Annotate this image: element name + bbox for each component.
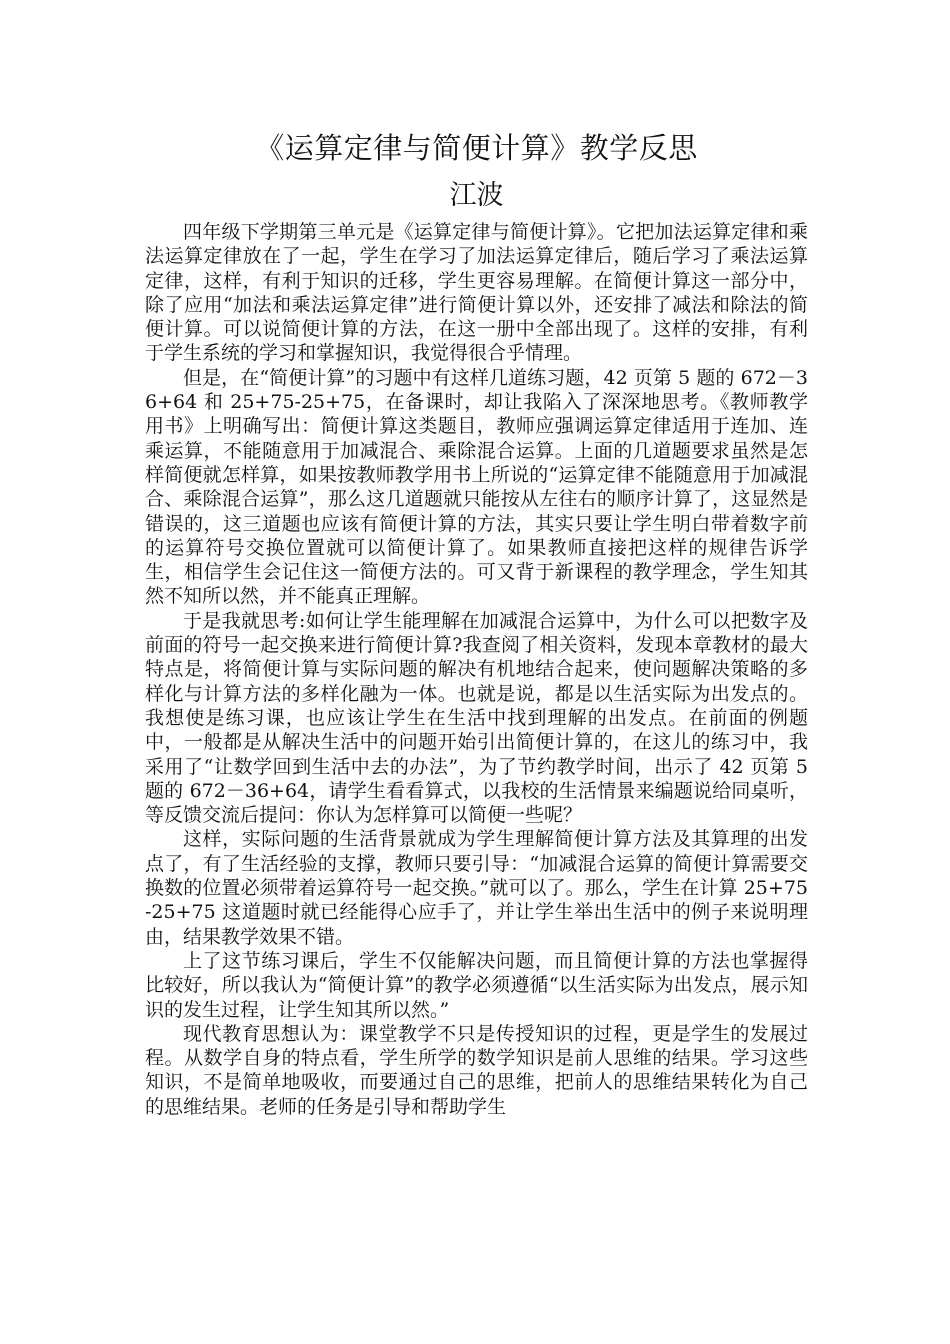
document-page: [145, 128, 808, 1119]
document-title: 《运算定律与简便计算》教学反思: [255, 131, 698, 165]
document-author: 江波: [449, 180, 504, 211]
paragraph-4: 这样，实际问题的生活背景就成为学生理解简便计算方法及其算理的出发点了，有了生活经验的支撑，教师只要引导：“加减混合运算的简便计算需要交换数的位置必须带着运算符号一起交换。”就可以了。那么，学生在计算 25+75-25+75 这道题时就已经能得心应手了，并让学生举出生活中的例子来说明理由，结果教学效果不错。: [145, 828, 808, 948]
paragraph-6: 现代教育思想认为：课堂教学不只是传授知识的过程，更是学生的发展过程。从数学自身的特点看，学生所学的数学知识是前人思维的结果。学习这些知识，不是简单地吸收，而要通过自己的思维，把前人的思维结果转化为自己的思维结果。老师的任务是引导和帮助学生: [145, 1022, 808, 1118]
paragraph-5: 上了这节练习课后，学生不仅能解决问题，而且简便计算的方法也掌握得比较好，所以我认为“简便计算”的教学必须遵循“以生活实际为出发点，展示知识的发生过程，让学生知其所以然。”: [145, 949, 808, 1021]
paragraph-2: 但是，在“简便计算”的习题中有这样几道练习题，42 页第 5 题的 672－36+64 和 25+75-25+75，在备课时，却让我陷入了深深地思考。《教师教学用书》上明确写出：简便计算这类题目，教师应强调运算定律适用于连加、连乘运算，不能随意用于加减混合、乘除混合运算。上面的几道题要求虽然是怎样简便就怎样算，如果按教师教学用书上所说的“运算定律不能随意用于加减混合、乘除混合运算”，那么这几道题就只能按从左往右的顺序计算了，这显然是错误的，这三道题也应该有简便计算的方法，其实只要让学生明白带着数字前的运算符号交换位置就可以简便计算了。如果教师直接把这样的规律告诉学生，相信学生会记住这一简便方法的。可又背于新课程的教学理念，学生知其然不知所以然，并不能真正理解。: [145, 366, 808, 608]
paragraph-1: 四年级下学期第三单元是《运算定律与简便计算》。它把加法运算定律和乘法运算定律放在了一起，学生在学习了加法运算定律后，随后学习了乘法运算定律，这样，有利于知识的迁移，学生更容易理解。在简便计算这一部分中，除了应用“加法和乘法运算定律”进行简便计算以外，还安排了减法和除法的简便计算。可以说简便计算的方法，在这一册中全部出现了。这样的安排，有利于学生系统的学习和掌握知识，我觉得很合乎情理。: [145, 221, 808, 365]
paragraph-3: 于是我就思考:如何让学生能理解在加减混合运算中，为什么可以把数字及前面的符号一起交换来进行简便计算?我查阅了相关资料，发现本章教材的最大特点是，将简便计算与实际问题的解决有机地结合起来，使问题解决策略的多样化与计算方法的多样化融为一体。也就是说，都是以生活实际为出发点的。我想使是练习课，也应该让学生在生活中找到理解的出发点。在前面的例题中，一般都是从解决生活中的问题开始引出简便计算的，在这儿的练习中，我采用了“让数学回到生活中去的办法”，为了节约教学时间，出示了 42 页第 5 题的 672－36+64，请学生看看算式，以我校的生活情景来编题说给同桌听，等反馈交流后提问：你认为怎样算可以简便一些呢？: [145, 609, 808, 827]
